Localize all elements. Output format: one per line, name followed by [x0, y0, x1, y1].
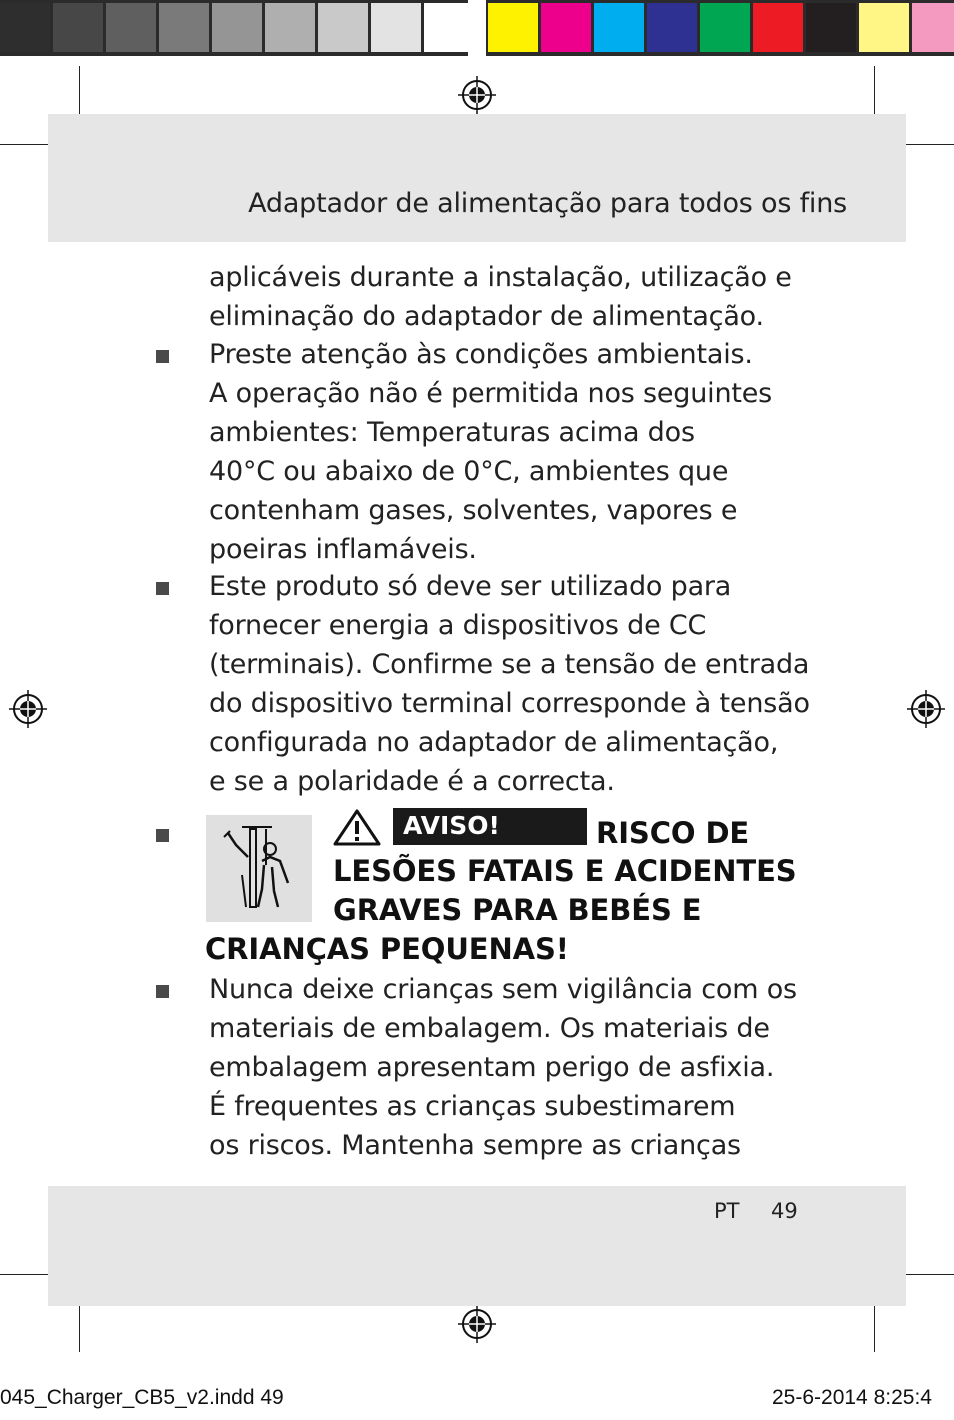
crop-mark	[898, 1274, 954, 1275]
gray-swatch	[371, 3, 421, 52]
gray-swatch	[265, 3, 315, 52]
pink-swatch	[912, 3, 954, 52]
text-line: (terminais). Confirme se a tensão de entrada	[209, 649, 810, 680]
crop-mark	[898, 144, 954, 145]
blue-swatch	[647, 3, 697, 52]
text-line: Este produto só deve ser utilizado para	[209, 571, 732, 602]
page-number: 49	[771, 1199, 798, 1223]
color-control-strip	[486, 0, 954, 56]
gray-swatch	[53, 3, 103, 52]
text-line: Preste atenção às condições ambientais.	[209, 339, 753, 370]
gray-swatch	[0, 3, 50, 52]
bullet-marker	[156, 985, 169, 998]
text-line: ambientes: Temperaturas acima dos	[209, 417, 695, 448]
text-line: do dispositivo terminal corresponde à tensão	[209, 688, 810, 719]
bullet-marker	[156, 350, 169, 363]
registration-mark-icon	[458, 76, 496, 114]
text-line: configurada no adaptador de alimentação,	[209, 727, 779, 758]
list-item-ambient-conditions	[209, 335, 849, 569]
gray-swatch	[159, 3, 209, 52]
gray-swatch	[318, 3, 368, 52]
text-line: aplicáveis durante a instalação, utilização e	[209, 262, 792, 293]
language-code: PT	[714, 1199, 740, 1223]
warning-heading-line: CRIANÇAS PEQUENAS!	[205, 932, 569, 966]
text-line: e se a polaridade é a correcta.	[209, 766, 615, 797]
text-line: Nunca deixe crianças sem vigilância com os	[209, 974, 797, 1005]
registration-mark-icon	[458, 1305, 496, 1343]
page-title: Adaptador de alimentação para todos os fins	[248, 188, 847, 219]
text-line: A operação não é permitida nos seguintes	[209, 378, 773, 409]
warning-heading-line: LESÕES FATAIS E ACIDENTES	[333, 854, 797, 888]
bullet-marker	[156, 829, 169, 842]
text-line: 40°C ou abaixo de 0°C, ambientes que	[209, 456, 729, 487]
slug-filename: 045_Charger_CB5_v2.indd 49	[0, 1386, 284, 1409]
text-line: materiais de embalagem. Os materiais de	[209, 1013, 770, 1044]
gray-swatch	[212, 3, 262, 52]
gray-swatch	[424, 3, 474, 52]
black-swatch	[806, 3, 856, 52]
magenta-swatch	[541, 3, 591, 52]
gray-swatch	[106, 3, 156, 52]
text-line: embalagem apresentam perigo de asfixia.	[209, 1052, 775, 1083]
cyan-swatch	[594, 3, 644, 52]
warning-heading-line: GRAVES PARA BEBÉS E	[333, 893, 702, 927]
warning-heading-line: RISCO DE	[596, 816, 750, 850]
green-swatch	[700, 3, 750, 52]
registration-mark-icon	[907, 690, 945, 728]
grayscale-control-strip	[0, 0, 468, 56]
continuation-paragraph	[209, 258, 849, 336]
header-band	[48, 114, 906, 242]
text-line: eliminação do adaptador de alimentação.	[209, 301, 764, 332]
yellow-swatch	[488, 3, 538, 52]
bullet-marker	[156, 582, 169, 595]
red-swatch	[753, 3, 803, 52]
light-yellow-swatch	[859, 3, 909, 52]
warning-label: AVISO!	[393, 808, 587, 845]
list-item-children-packaging	[209, 970, 849, 1165]
text-line: fornecer energia a dispositivos de CC	[209, 610, 707, 641]
slug-timestamp: 25-6-2014 8:25:4	[772, 1386, 932, 1409]
child-safety-pictogram-icon	[206, 815, 312, 922]
text-line: É frequentes as crianças subestimarem	[209, 1091, 736, 1122]
registration-mark-icon	[9, 690, 47, 728]
text-line: poeiras inflamáveis.	[209, 534, 477, 565]
text-line: os riscos. Mantenha sempre as crianças	[209, 1130, 741, 1161]
warning-triangle-icon	[333, 808, 381, 846]
text-line: contenham gases, solventes, vapores e	[209, 495, 738, 526]
list-item-usage	[209, 567, 849, 801]
